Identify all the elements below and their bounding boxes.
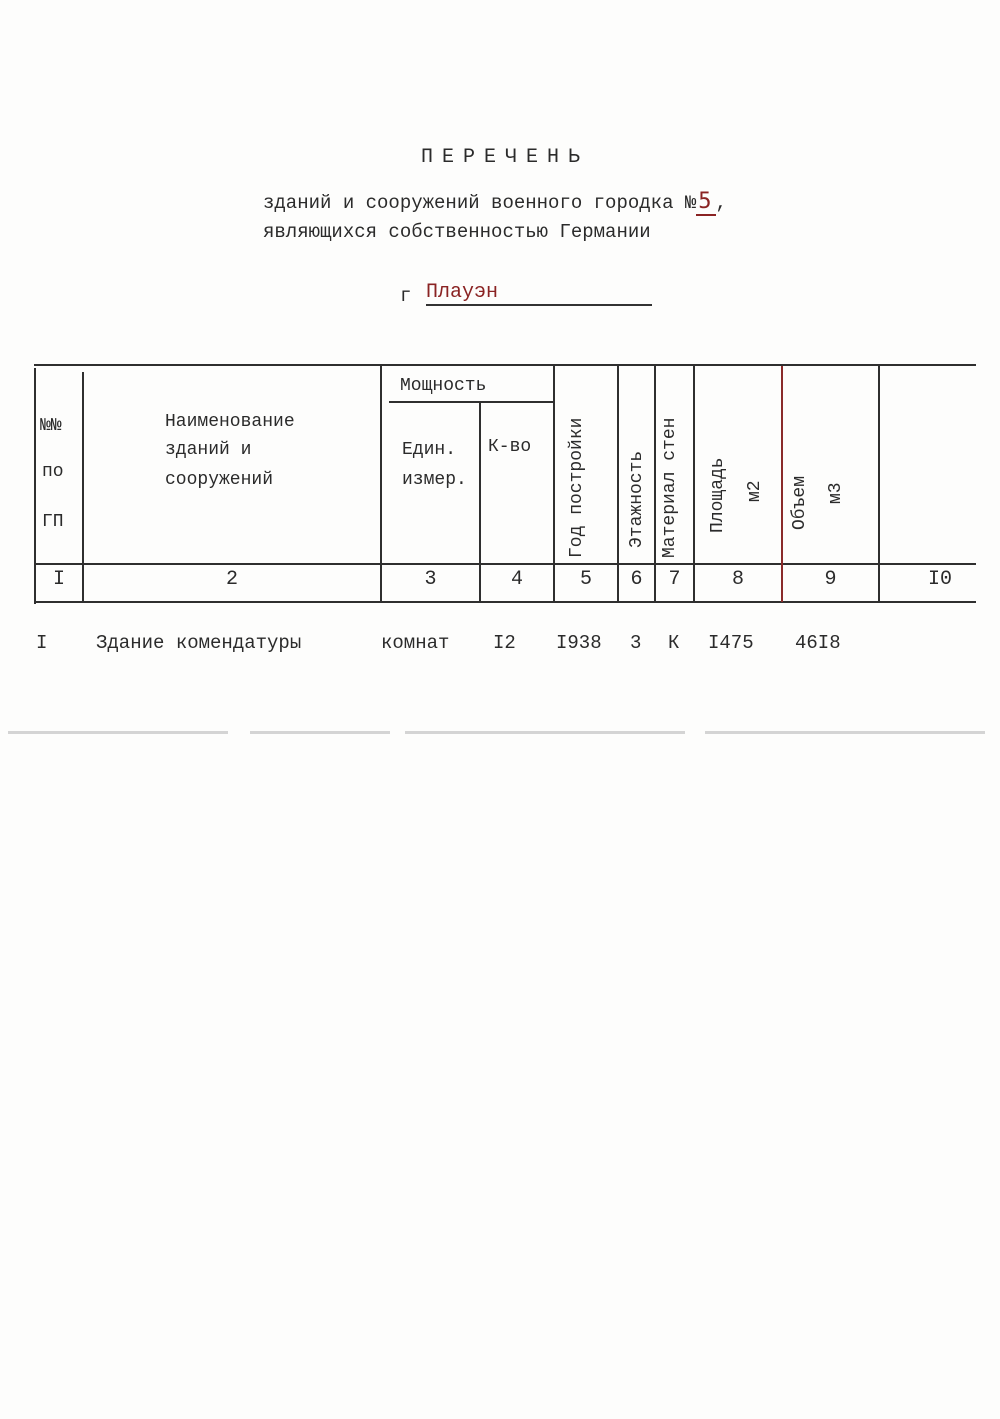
column-number: 8 [731,568,744,591]
header-col2-line3: сооружений [165,470,274,490]
column-divider [693,366,695,602]
column-divider [380,366,382,602]
table-top-border [34,364,976,366]
city-name: Плауэн [426,281,652,306]
column-divider [781,366,783,602]
column-number: 2 [225,568,238,591]
scan-smudge [405,731,685,734]
column-number: 7 [668,568,681,591]
town-number: 5 [696,189,715,216]
header-col9-line2: м3 [826,482,846,504]
header-col7: Материал стен [660,417,680,558]
column-divider [654,366,656,602]
floors: 3 [630,632,642,654]
scan-smudge [705,731,985,734]
header-col5: Год постройки [567,417,587,558]
document-subtitle-line1 [263,189,727,214]
wall-material: К [668,632,680,654]
header-col9-line1: Объем [790,475,810,530]
column-divider [617,366,619,602]
subtitle-suffix: , [715,192,727,214]
header-col8-line2: м2 [745,480,765,502]
column-number: 3 [424,568,437,591]
header-col6: Этажность [627,450,647,548]
row-number: I [36,632,48,654]
header-bottom-border [34,563,976,565]
column-number: 5 [579,568,592,591]
scan-smudge [8,731,228,734]
column-number: 6 [630,568,643,591]
document-title: ПЕРЕЧЕНЬ [420,146,589,169]
header-col1-line1: №№ [40,416,62,436]
column-divider [878,366,880,602]
header-col8-line1: Площадь [708,457,728,533]
building-name: Здание комендатуры [96,632,302,654]
area: I475 [708,632,754,654]
column-number: I [52,568,65,591]
header-col2-line1: Наименование [165,412,295,432]
header-col2-line2: зданий и [165,440,252,460]
column-divider [553,366,555,602]
header-col3-line2: измер. [402,470,467,490]
subtitle-prefix: зданий и сооружений военного городка № [263,192,697,214]
header-col3-line1: Един. [402,440,457,460]
volume: 46I8 [795,632,841,654]
year-built: I938 [556,632,602,654]
capacity-divider [389,401,554,403]
quantity: I2 [493,632,516,654]
column-number: I0 [927,568,952,591]
numbers-bottom-border [34,601,976,603]
header-col4: К-во [488,437,532,457]
column-number: 9 [824,568,837,591]
scan-smudge [250,731,390,734]
document-subtitle-line2: являющихся собственностью Германии [263,221,651,243]
header-col1-line3: ГП [42,512,64,532]
header-col1-line2: по [42,462,64,482]
city-prefix: г [400,285,412,307]
unit-of-measure: комнат [381,632,450,654]
column-number: 4 [510,568,523,591]
header-capacity-group: Мощность [400,376,487,396]
